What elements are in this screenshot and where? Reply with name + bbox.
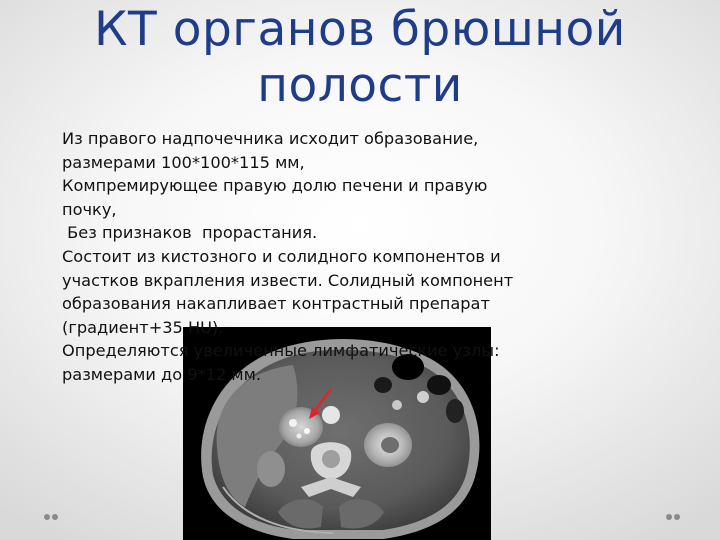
- body-line: участков вкрапления извести. Солидный компонент: [62, 270, 514, 290]
- slide-nav-dots-left: [44, 514, 58, 520]
- slide-nav-dots-right: [666, 514, 680, 520]
- body-line: размерами до 9*12 мм.: [62, 364, 261, 384]
- body-line: Из правого надпочечника исходит образование,: [62, 129, 479, 148]
- dot-icon: [674, 514, 680, 520]
- body-line: размерами 100*100*115 мм,: [62, 152, 305, 172]
- slide-body-text: [62, 127, 662, 387]
- body-line: Определяются увеличенные лимфатические узлы:: [62, 341, 500, 361]
- dot-icon: [44, 514, 50, 520]
- body-line: (градиент+35 HU).: [62, 317, 224, 337]
- body-line: почку,: [62, 199, 117, 219]
- body-line: Компремирующее правую долю печени и правую: [62, 176, 488, 196]
- dot-icon: [666, 514, 672, 520]
- body-line: образования накапливает контрастный препарат: [62, 294, 490, 314]
- body-line: Состоит из кистозного и солидного компонентов и: [62, 246, 501, 266]
- body-line: Без признаков прорастания.: [62, 223, 318, 243]
- slide-title: КТ органов брюшной полости: [94, 2, 626, 113]
- dot-icon: [52, 514, 58, 520]
